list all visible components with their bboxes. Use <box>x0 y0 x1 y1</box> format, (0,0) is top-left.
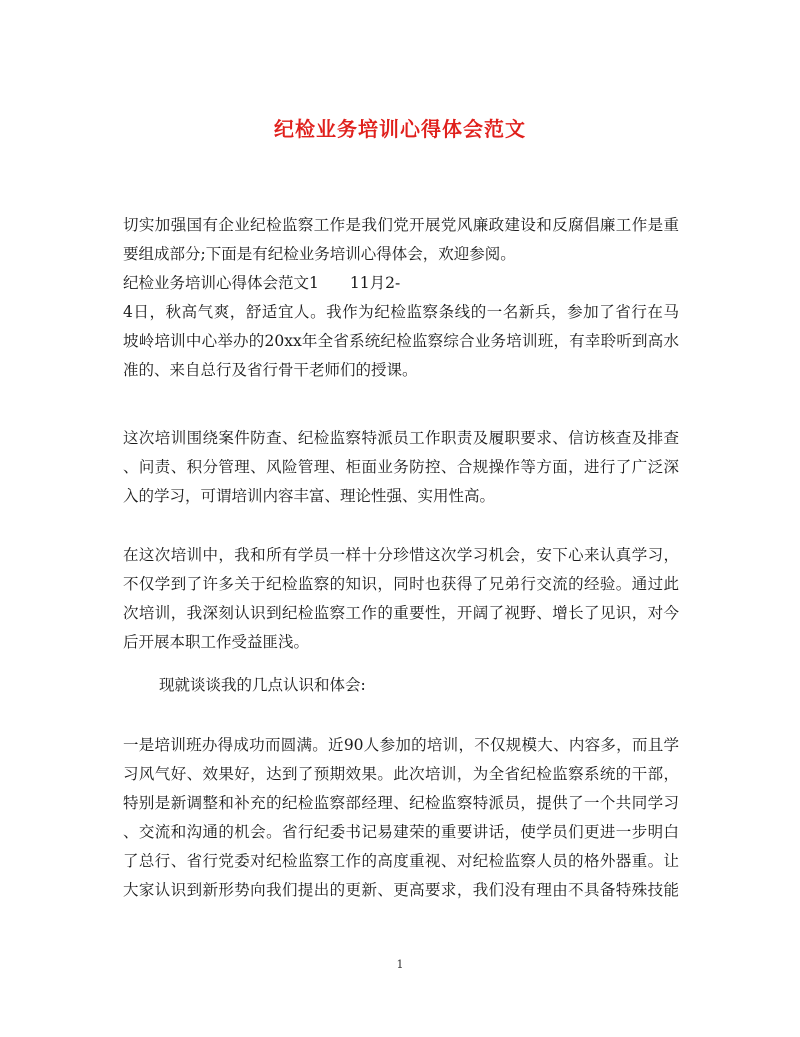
text-line: 切实加强国有企业纪检监察工作是我们党开展党风廉政建设和反腐倡廉工作是重 <box>123 216 679 234</box>
text-line: 纪检业务培训心得体会范文1 11月2- <box>123 274 401 292</box>
text-line: 这次培训围绕案件防查、纪检监察特派员工作职责及履职要求、信访核查及排查 <box>123 429 679 447</box>
text-line: 后开展本职工作受益匪浅。 <box>123 633 310 651</box>
paragraph-learning <box>123 541 679 657</box>
text-line: 了总行、省行党委对纪检监察工作的高度重视、对纪检监察人员的格外器重。让 <box>123 852 679 870</box>
text-line: 、问责、积分管理、风险管理、柜面业务防控、合规操作等方面，进行了广泛深 <box>123 458 679 476</box>
paragraph-point-one <box>123 731 679 905</box>
text-line: 在这次培训中，我和所有学员一样十分珍惜这次学习机会，安下心来认真学习， <box>123 546 679 564</box>
text-line: 不仅学到了许多关于纪检监察的知识，同时也获得了兄弟行交流的经验。通过此 <box>123 575 679 593</box>
text-line: 、交流和沟通的机会。省行纪委书记易建荣的重要讲话，使学员们更进一步明白 <box>123 823 679 841</box>
text-line: 特别是新调整和补充的纪检监察部经理、纪检监察特派员，提供了一个共同学习 <box>123 794 679 812</box>
paragraph-training-date <box>123 298 679 385</box>
text-line: 一是培训班办得成功而圆满。近90人参加的培训，不仅规模大、内容多，而且学 <box>123 736 679 754</box>
text-line: 入的学习，可谓培训内容丰富、理论性强、实用性高。 <box>123 487 496 505</box>
document-title: 纪检业务培训心得体会范文 <box>274 117 526 141</box>
text-line: 现就谈谈我的几点认识和体会: <box>159 676 366 694</box>
text-line: 准的、来自总行及省行骨干老师们的授课。 <box>123 361 418 379</box>
paragraph-transition <box>123 671 679 700</box>
text-line: 4日，秋高气爽，舒适宜人。我作为纪检监察条线的一名新兵，参加了省行在马 <box>123 303 679 321</box>
paragraph-intro <box>123 211 679 269</box>
text-line: 要组成部分;下面是有纪检业务培训心得体会，欢迎参阅。 <box>123 245 516 263</box>
paragraph-heading-line <box>123 269 679 298</box>
page-number: 1 <box>396 958 404 971</box>
text-line: 习风气好、效果好，达到了预期效果。此次培训，为全省纪检监察系统的干部， <box>123 765 679 783</box>
text-line: 次培训，我深刻认识到纪检监察工作的重要性，开阔了视野、增长了见识，对今 <box>123 604 679 622</box>
text-line: 坡岭培训中心举办的20xx年全省系统纪检监察综合业务培训班，有幸聆听到高水 <box>123 332 679 350</box>
text-line: 大家认识到新形势向我们提出的更新、更高要求，我们没有理由不具备特殊技能 <box>123 881 679 899</box>
paragraph-training-content <box>123 424 679 511</box>
